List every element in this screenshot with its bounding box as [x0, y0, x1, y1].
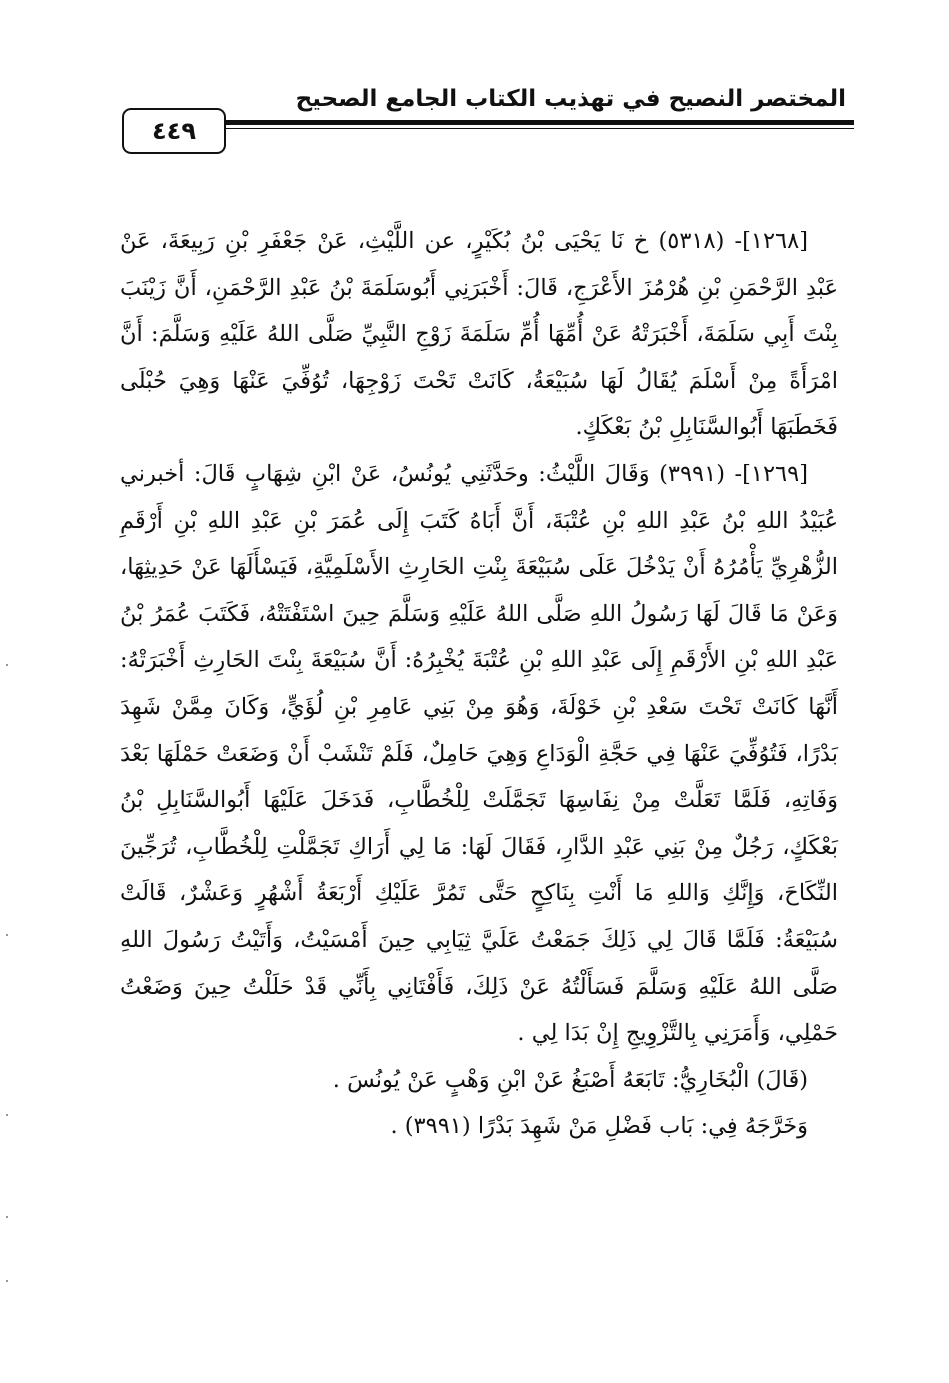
book-title: المختصر النصيح في تهذيب الكتاب الجامع الصحيح	[295, 86, 846, 112]
page-header	[118, 86, 854, 166]
scan-mark	[6, 1280, 8, 1282]
scan-mark	[6, 934, 8, 936]
scan-mark	[6, 1216, 8, 1218]
scan-mark	[6, 1114, 8, 1116]
page-number: ٤٤٩	[122, 108, 226, 154]
hadith-1268: [١٢٦٨]- (٥٣١٨) خ نَا يَحْيَى بْنُ بُكَيْرٍ، عن اللَّيْثِ، عَنْ جَعْفَرِ بْنِ رَبِيعَةَ، عَنْ عَبْدِ الرَّحْمَنِ بْنِ هُرْمُزَ الأَعْرَجِ، قَالَ: أَخْبَرَنِي أَبُوسَلَمَةَ بْنُ عَبْدِ الرَّحْمَنِ، أَنَّ زَيْنَبَ بِنْتَ أَبِي سَلَمَةَ، أَخْبَرَتْهُ عَنْ أُمِّهَا أُمِّ سَلَمَةَ زَوْجِ النَّبِيِّ صَلَّى اللهُ عَلَيْهِ وَسَلَّمَ: أَنَّ امْرَأَةً مِنْ أَسْلَمَ يُقَالُ لَهَا سُبَيْعَةُ، كَانَتْ تَحْتَ زَوْجِهَا، تُوُفِّيَ عَنْهَا وَهِيَ حُبْلَى فَخَطَبَهَا أَبُوالسَّنَابِلِ بْنُ بَعْكَكٍ.	[120, 228, 838, 441]
page-body	[120, 218, 838, 1150]
bukhari-note: (قَالَ) الْبُخَارِيُّ: تَابَعَهُ أَصْبَغُ عَنْ ابْنِ وَهْبٍ عَنْ يُونُسَ .	[332, 1066, 808, 1093]
header-rule-thin	[226, 128, 854, 129]
takhrij-note: وَخَرَّجَهُ فِي: بَاب فَضْلِ مَنْ شَهِدَ بَدْرًا (٣٩٩١) .	[390, 1113, 808, 1140]
scan-mark	[6, 664, 8, 666]
header-rule	[226, 120, 854, 125]
hadith-1269: [١٢٦٩]- (٣٩٩١) وَقَالَ اللَّيْثُ: وحَدَّثَنِي يُونُسُ، عَنْ ابْنِ شِهَابٍ قَالَ: أخبرني عُبَيْدُ اللهِ بْنُ عَبْدِ اللهِ بْنِ عُتْبَةَ، أَنَّ أَبَاهُ كَتَبَ إِلَى عُمَرَ بْنِ عَبْدِ اللهِ بْنِ أَرْقَمِ الزُّهْرِيِّ يَأْمُرُهُ أَنْ يَدْخُلَ عَلَى سُبَيْعَةَ بِنْتِ الحَارِثِ الأَسْلَمِيَّةِ، فَيَسْأَلَهَا عَنْ حَدِيثِهَا، وَعَنْ مَا قَالَ لَهَا رَسُولُ اللهِ صَلَّى اللهُ عَلَيْهِ وَسَلَّمَ حِينَ اسْتَفْتَتْهُ، فَكَتَبَ عُمَرُ بْنُ عَبْدِ اللهِ بْنِ الأَرْقَمِ إِلَى عَبْدِ اللهِ بْنِ عُتْبَةَ يُخْبِرُهُ: أَنَّ سُبَيْعَةَ بِنْتَ الحَارِثِ أَخْبَرَتْهُ: أَنَّهَا كَانَتْ تَحْتَ سَعْدِ بْنِ خَوْلَةَ، وَهُوَ مِنْ بَنِي عَامِرِ بْنِ لُؤَيٍّ، وَكَانَ مِمَّنْ شَهِدَ بَدْرًا، فَتُوُفِّيَ عَنْهَا فِي حَجَّةِ الْوَدَاعِ وَهِيَ حَامِلٌ، فَلَمْ تَنْشَبْ أَنْ وَضَعَتْ حَمْلَهَا بَعْدَ وَفَاتِهِ، فَلَمَّا تَعَلَّتْ مِنْ نِفَاسِهَا تَجَمَّلَتْ لِلْخُطَّابِ، فَدَخَلَ عَلَيْهَا أَبُوالسَّنَابِلِ بْنُ بَعْكَكٍ، رَجُلٌ مِنْ بَنِي عَبْدِ الدَّارِ، فَقَالَ لَهَا: مَا لِي أَرَاكِ تَجَمَّلْتِ لِلْخُطَّابِ، تُرَجِّينَ النِّكَاحَ، وَإِنَّكِ وَاللهِ مَا أَنْتِ بِنَاكِحٍ حَتَّى تَمُرَّ عَلَيْكِ أَرْبَعَةُ أَشْهُرٍ وَعَشْرٌ، قَالَتْ سُبَيْعَةُ: فَلَمَّا قَالَ لِي ذَلِكَ جَمَعْتُ عَلَيَّ ثِيَابِي حِينَ أَمْسَيْتُ، وَأَتَيْتُ رَسُولَ اللهِ صَلَّى اللهُ عَلَيْهِ وَسَلَّمَ فَسَأَلْتُهُ عَنْ ذَلِكَ، فَأَفْتَانِي بِأَنِّي قَدْ حَلَلْتُ حِينَ وَضَعْتُ حَمْلِي، وَأَمَرَنِي بِالتَّزْوِيجِ إِنْ بَدَا لِي .	[120, 460, 838, 1047]
